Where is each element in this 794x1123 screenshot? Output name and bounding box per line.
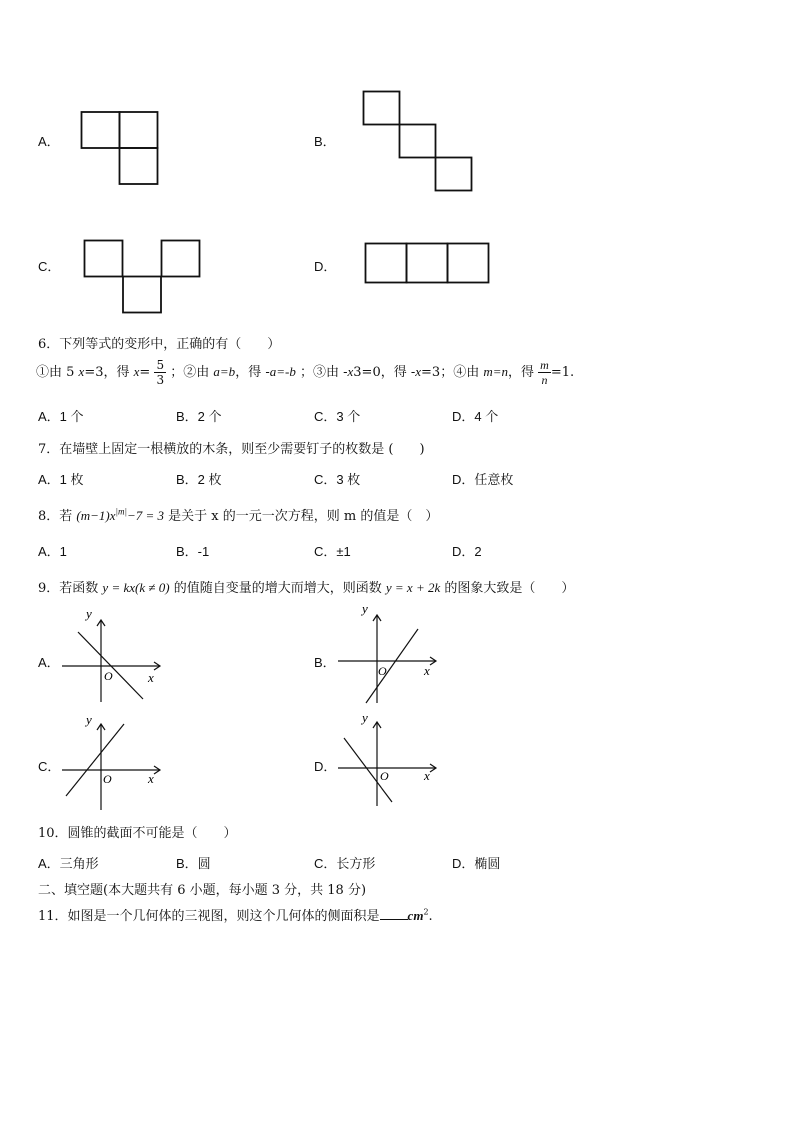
q9-c-origin: O xyxy=(103,772,112,786)
q6-statements: ①由 5 x=3，得 x= $\frac{5}{3}$ ；②由 a=b，得 -a=-b ；③由 -x3=0，得 -x=3；④由 m=n，得 $\frac{m}{n}$ =1. xyxy=(36,358,575,387)
q9-formula-2: y = x + 2k xyxy=(385,580,441,595)
q6-option-a[interactable]: A．1 个 xyxy=(38,409,84,424)
q8-option-c[interactable]: C．±1 xyxy=(314,544,351,559)
q5-option-b-figure xyxy=(362,90,474,192)
q7-option-b[interactable]: B．2 枚 xyxy=(176,472,222,487)
q8-option-a[interactable]: A．1 xyxy=(38,544,67,559)
q9-option-c-graph xyxy=(60,712,170,812)
q5-option-b-label[interactable]: B． xyxy=(314,134,336,149)
q9-option-b-graph xyxy=(336,601,446,705)
q9-d-origin: O xyxy=(380,769,389,783)
q9-c-axis-y: y xyxy=(86,712,92,727)
q9-b-origin: O xyxy=(378,664,387,678)
q7-stem: 7．在墙壁上固定一根横放的木条，则至少需要钉子的枚数是 ( ) xyxy=(38,442,425,457)
q9-stem: 9．若函数 y = kx(k ≠ 0) 的值随自变量的增大而增大，则函数 y = x + 2k 的图象大致是（ ） xyxy=(38,580,575,596)
q8-option-d[interactable]: D．2 xyxy=(452,544,482,559)
q9-b-axis-x: x xyxy=(424,663,430,678)
q11-answer-blank[interactable] xyxy=(380,909,408,920)
q5-option-d-figure xyxy=(364,242,492,286)
q9-b-axis-y: y xyxy=(362,601,368,616)
q5-option-c-label[interactable]: C． xyxy=(38,259,61,274)
q5-option-a-label[interactable]: A． xyxy=(38,134,60,149)
q9-d-axis-x: x xyxy=(424,768,430,783)
q9-a-axis-x: x xyxy=(148,670,154,685)
q7-option-a[interactable]: A．1 枚 xyxy=(38,472,84,487)
q9-option-d-label[interactable]: D． xyxy=(314,759,337,774)
q6-fraction-5-3: $\frac{5}{3}$ xyxy=(156,358,165,387)
q9-option-d-graph xyxy=(336,710,446,810)
q9-a-axis-y: y xyxy=(86,606,92,621)
q5-option-c-figure xyxy=(83,239,203,315)
q9-a-origin: O xyxy=(104,669,113,683)
q9-c-axis-x: x xyxy=(148,771,154,786)
q6-stem: 6．下列等式的变形中，正确的有（ ） xyxy=(38,337,281,352)
q6-option-b[interactable]: B．2 个 xyxy=(176,409,222,424)
q10-stem: 10．圆锥的截面不可能是（ ） xyxy=(38,826,237,841)
q8-option-b[interactable]: B．-1 xyxy=(176,544,210,559)
q5-option-d-label[interactable]: D． xyxy=(314,259,337,274)
q6-option-c[interactable]: C．3 个 xyxy=(314,409,361,424)
q5-option-a-figure xyxy=(81,111,161,187)
q9-option-a-graph xyxy=(60,606,170,705)
q9-option-b-label[interactable]: B． xyxy=(314,655,336,670)
q9-d-axis-y: y xyxy=(362,710,368,725)
q7-option-d[interactable]: D．任意枚 xyxy=(452,472,514,487)
q6-option-d[interactable]: D．4 个 xyxy=(452,409,499,424)
q10-option-a[interactable]: A．三角形 xyxy=(38,856,99,871)
q8-formula: $(m-1)x^{|m|}-7 = 3$ xyxy=(76,506,165,523)
q10-option-d[interactable]: D．椭圆 xyxy=(452,856,501,871)
section-2-title: 二、填空题(本大题共有 6 小题，每小题 3 分，共 18 分) xyxy=(38,883,367,898)
q10-option-b[interactable]: B．圆 xyxy=(176,856,211,871)
q10-option-c[interactable]: C．长方形 xyxy=(314,856,376,871)
q9-formula-1: y = kx(k ≠ 0) xyxy=(102,580,170,595)
q9-option-c-label[interactable]: C． xyxy=(38,759,61,774)
q8-stem: 8．若 $(m-1)x^{|m|}-7 = 3$ 是关于 x 的一元一次方程，则 m 的值是（ ） xyxy=(38,506,439,524)
q6-fraction-m-n: $\frac{m}{n}$ xyxy=(540,358,549,387)
q11-stem: 11．如图是一个几何体的三视图，则这个几何体的侧面积是 $cm^2$. xyxy=(38,907,433,924)
q7-option-c[interactable]: C．3 枚 xyxy=(314,472,361,487)
q9-option-a-label[interactable]: A． xyxy=(38,655,60,670)
